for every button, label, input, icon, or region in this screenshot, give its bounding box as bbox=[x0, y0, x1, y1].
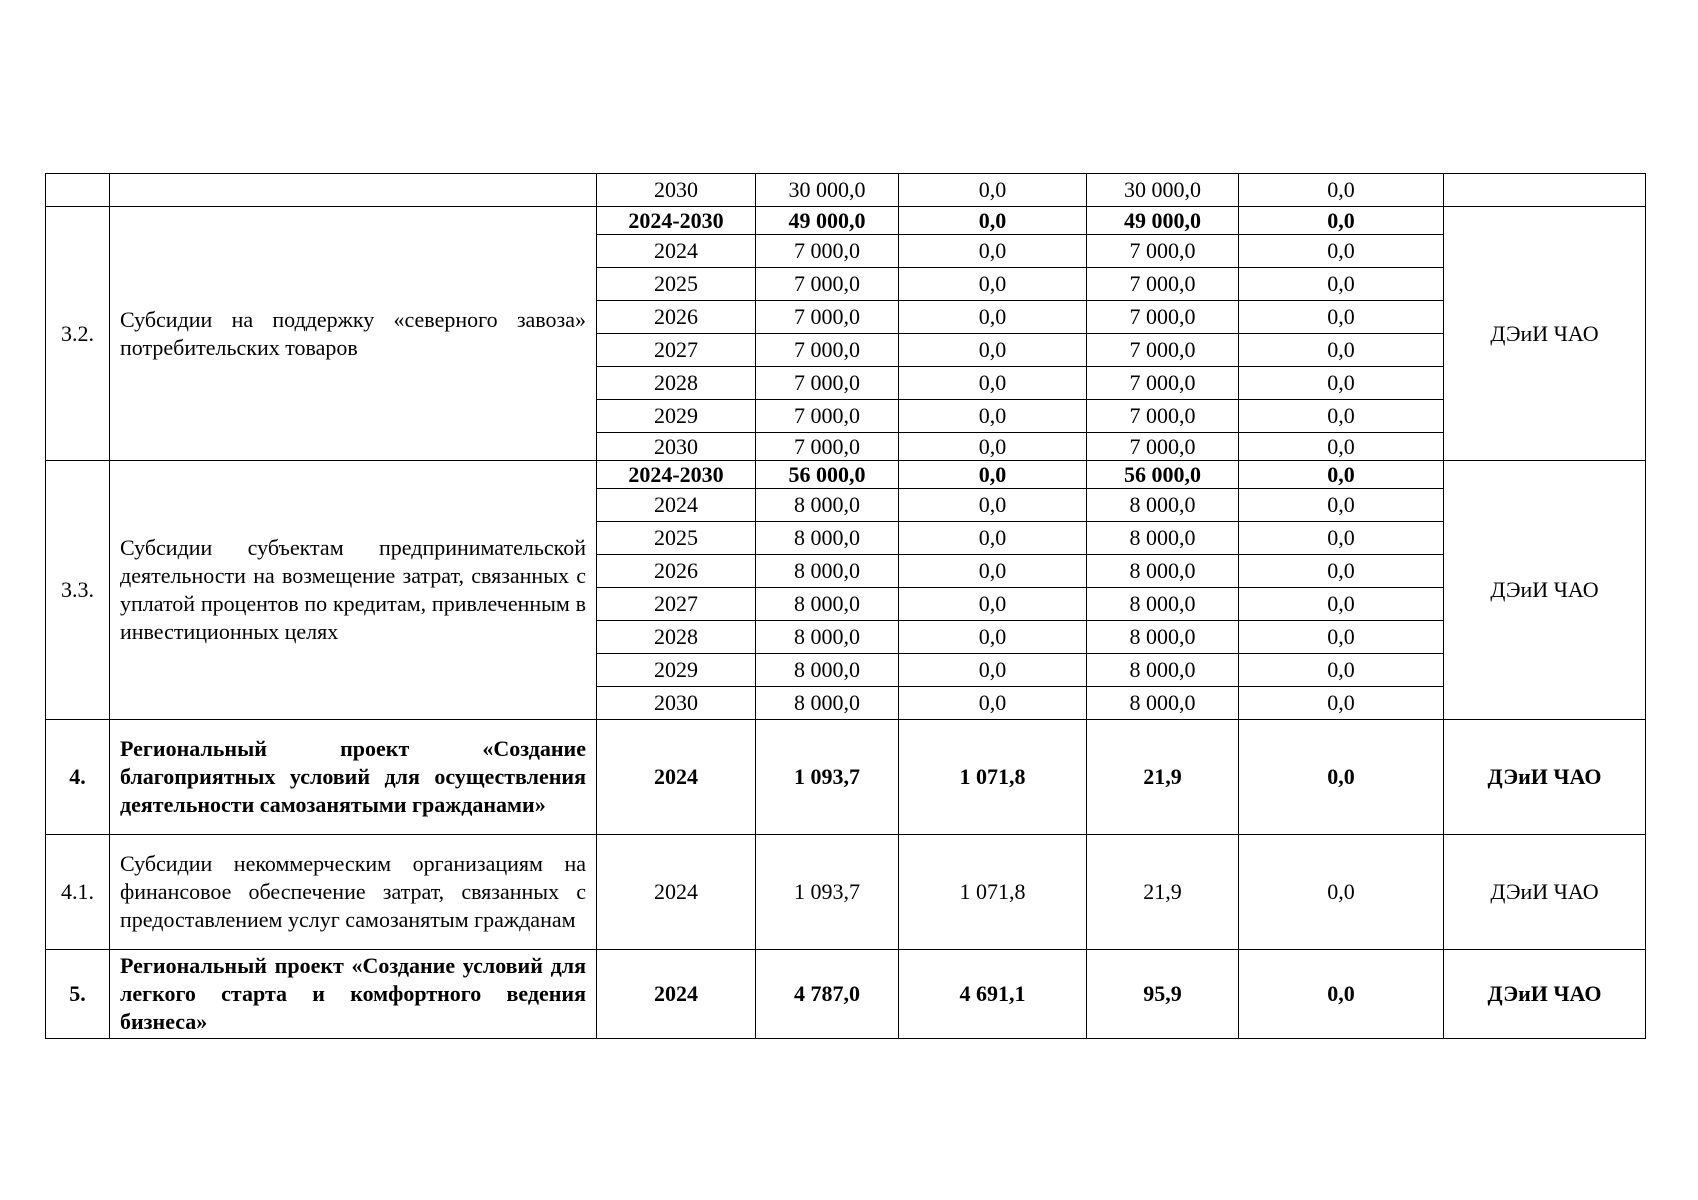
regional-cell: 21,9 bbox=[1087, 835, 1239, 950]
year-cell: 2028 bbox=[597, 367, 756, 400]
year-cell: 2024 bbox=[597, 950, 756, 1039]
other-cell: 0,0 bbox=[1239, 835, 1444, 950]
row-description-cell: Субсидии субъектам предпринимательской деятельности на возмещение затрат, связанных с уплатой процентов по кредитам, привлеченным в инвестиционных целях bbox=[110, 461, 597, 720]
federal-cell: 1 071,8 bbox=[899, 720, 1087, 835]
row-description-cell: Субсидии некоммерческим организациям на финансовое обеспечение затрат, связанных с предоставлением услуг самозанятым гражданам bbox=[110, 835, 597, 950]
regional-cell: 56 000,0 bbox=[1087, 461, 1239, 489]
other-cell: 0,0 bbox=[1239, 687, 1444, 720]
total-cell: 1 093,7 bbox=[756, 720, 899, 835]
total-cell: 49 000,0 bbox=[756, 207, 899, 235]
federal-cell: 0,0 bbox=[899, 555, 1087, 588]
total-cell: 8 000,0 bbox=[756, 654, 899, 687]
year-cell: 2029 bbox=[597, 654, 756, 687]
year-cell: 2024-2030 bbox=[597, 461, 756, 489]
total-cell: 7 000,0 bbox=[756, 433, 899, 461]
federal-cell: 0,0 bbox=[899, 433, 1087, 461]
year-cell: 2030 bbox=[597, 687, 756, 720]
other-cell: 0,0 bbox=[1239, 301, 1444, 334]
other-cell: 0,0 bbox=[1239, 489, 1444, 522]
total-cell: 7 000,0 bbox=[756, 268, 899, 301]
federal-cell: 0,0 bbox=[899, 207, 1087, 235]
federal-cell: 0,0 bbox=[899, 367, 1087, 400]
total-cell: 56 000,0 bbox=[756, 461, 899, 489]
regional-cell: 95,9 bbox=[1087, 950, 1239, 1039]
other-cell: 0,0 bbox=[1239, 654, 1444, 687]
table-row bbox=[46, 950, 1646, 1039]
federal-cell: 0,0 bbox=[899, 301, 1087, 334]
regional-cell: 30 000,0 bbox=[1087, 174, 1239, 207]
row-number-cell: 5. bbox=[46, 950, 110, 1039]
year-cell: 2030 bbox=[597, 174, 756, 207]
year-cell: 2026 bbox=[597, 555, 756, 588]
federal-cell: 0,0 bbox=[899, 400, 1087, 433]
row-number-cell: 3.3. bbox=[46, 461, 110, 720]
other-cell: 0,0 bbox=[1239, 174, 1444, 207]
other-cell: 0,0 bbox=[1239, 588, 1444, 621]
total-cell: 7 000,0 bbox=[756, 301, 899, 334]
regional-cell: 7 000,0 bbox=[1087, 433, 1239, 461]
row-number-cell: 4. bbox=[46, 720, 110, 835]
federal-cell: 0,0 bbox=[899, 235, 1087, 268]
year-cell: 2025 bbox=[597, 268, 756, 301]
other-cell: 0,0 bbox=[1239, 400, 1444, 433]
year-cell: 2024 bbox=[597, 235, 756, 268]
regional-cell: 7 000,0 bbox=[1087, 301, 1239, 334]
total-cell: 7 000,0 bbox=[756, 235, 899, 268]
regional-cell: 49 000,0 bbox=[1087, 207, 1239, 235]
federal-cell: 0,0 bbox=[899, 621, 1087, 654]
total-cell: 7 000,0 bbox=[756, 367, 899, 400]
row-number-cell bbox=[46, 174, 110, 207]
federal-cell: 4 691,1 bbox=[899, 950, 1087, 1039]
row-description-cell: Региональный проект «Создание благоприятных условий для осуществления деятельности самозанятыми гражданами» bbox=[110, 720, 597, 835]
year-cell: 2026 bbox=[597, 301, 756, 334]
year-cell: 2024-2030 bbox=[597, 207, 756, 235]
federal-cell: 0,0 bbox=[899, 268, 1087, 301]
federal-cell: 0,0 bbox=[899, 461, 1087, 489]
other-cell: 0,0 bbox=[1239, 334, 1444, 367]
other-cell: 0,0 bbox=[1239, 555, 1444, 588]
responsible-cell bbox=[1444, 174, 1646, 207]
year-cell: 2029 bbox=[597, 400, 756, 433]
regional-cell: 7 000,0 bbox=[1087, 400, 1239, 433]
total-cell: 8 000,0 bbox=[756, 687, 899, 720]
other-cell: 0,0 bbox=[1239, 433, 1444, 461]
table-row bbox=[46, 461, 1646, 489]
other-cell: 0,0 bbox=[1239, 522, 1444, 555]
budget-table-page bbox=[45, 173, 1645, 1039]
federal-cell: 0,0 bbox=[899, 588, 1087, 621]
other-cell: 0,0 bbox=[1239, 720, 1444, 835]
total-cell: 1 093,7 bbox=[756, 835, 899, 950]
other-cell: 0,0 bbox=[1239, 367, 1444, 400]
other-cell: 0,0 bbox=[1239, 235, 1444, 268]
row-description-cell: Субсидии на поддержку «северного завоза» потребительских товаров bbox=[110, 207, 597, 461]
other-cell: 0,0 bbox=[1239, 461, 1444, 489]
row-number-cell: 4.1. bbox=[46, 835, 110, 950]
other-cell: 0,0 bbox=[1239, 621, 1444, 654]
regional-cell: 7 000,0 bbox=[1087, 268, 1239, 301]
federal-cell: 0,0 bbox=[899, 174, 1087, 207]
regional-cell: 8 000,0 bbox=[1087, 687, 1239, 720]
year-cell: 2027 bbox=[597, 588, 756, 621]
year-cell: 2027 bbox=[597, 334, 756, 367]
year-cell: 2024 bbox=[597, 720, 756, 835]
other-cell: 0,0 bbox=[1239, 207, 1444, 235]
table-row bbox=[46, 207, 1646, 235]
year-cell: 2024 bbox=[597, 489, 756, 522]
regional-cell: 8 000,0 bbox=[1087, 588, 1239, 621]
row-number-cell: 3.2. bbox=[46, 207, 110, 461]
federal-cell: 0,0 bbox=[899, 654, 1087, 687]
year-cell: 2030 bbox=[597, 433, 756, 461]
total-cell: 8 000,0 bbox=[756, 522, 899, 555]
other-cell: 0,0 bbox=[1239, 950, 1444, 1039]
total-cell: 30 000,0 bbox=[756, 174, 899, 207]
responsible-cell: ДЭиИ ЧАО bbox=[1444, 720, 1646, 835]
regional-cell: 8 000,0 bbox=[1087, 621, 1239, 654]
total-cell: 8 000,0 bbox=[756, 555, 899, 588]
regional-cell: 7 000,0 bbox=[1087, 367, 1239, 400]
responsible-cell: ДЭиИ ЧАО bbox=[1444, 461, 1646, 720]
year-cell: 2025 bbox=[597, 522, 756, 555]
budget-table bbox=[45, 173, 1646, 1039]
federal-cell: 0,0 bbox=[899, 522, 1087, 555]
total-cell: 8 000,0 bbox=[756, 621, 899, 654]
total-cell: 7 000,0 bbox=[756, 334, 899, 367]
regional-cell: 7 000,0 bbox=[1087, 334, 1239, 367]
federal-cell: 1 071,8 bbox=[899, 835, 1087, 950]
total-cell: 8 000,0 bbox=[756, 489, 899, 522]
federal-cell: 0,0 bbox=[899, 489, 1087, 522]
regional-cell: 21,9 bbox=[1087, 720, 1239, 835]
other-cell: 0,0 bbox=[1239, 268, 1444, 301]
federal-cell: 0,0 bbox=[899, 334, 1087, 367]
year-cell: 2024 bbox=[597, 835, 756, 950]
regional-cell: 8 000,0 bbox=[1087, 522, 1239, 555]
regional-cell: 8 000,0 bbox=[1087, 555, 1239, 588]
total-cell: 4 787,0 bbox=[756, 950, 899, 1039]
regional-cell: 7 000,0 bbox=[1087, 235, 1239, 268]
year-cell: 2028 bbox=[597, 621, 756, 654]
regional-cell: 8 000,0 bbox=[1087, 489, 1239, 522]
table-row bbox=[46, 720, 1646, 835]
federal-cell: 0,0 bbox=[899, 687, 1087, 720]
total-cell: 8 000,0 bbox=[756, 588, 899, 621]
responsible-cell: ДЭиИ ЧАО bbox=[1444, 207, 1646, 461]
regional-cell: 8 000,0 bbox=[1087, 654, 1239, 687]
row-description-cell: Региональный проект «Создание условий для легкого старта и комфортного ведения бизнеса» bbox=[110, 950, 597, 1039]
responsible-cell: ДЭиИ ЧАО bbox=[1444, 835, 1646, 950]
table-row bbox=[46, 835, 1646, 950]
row-description-cell bbox=[110, 174, 597, 207]
total-cell: 7 000,0 bbox=[756, 400, 899, 433]
table-row bbox=[46, 174, 1646, 207]
responsible-cell: ДЭиИ ЧАО bbox=[1444, 950, 1646, 1039]
